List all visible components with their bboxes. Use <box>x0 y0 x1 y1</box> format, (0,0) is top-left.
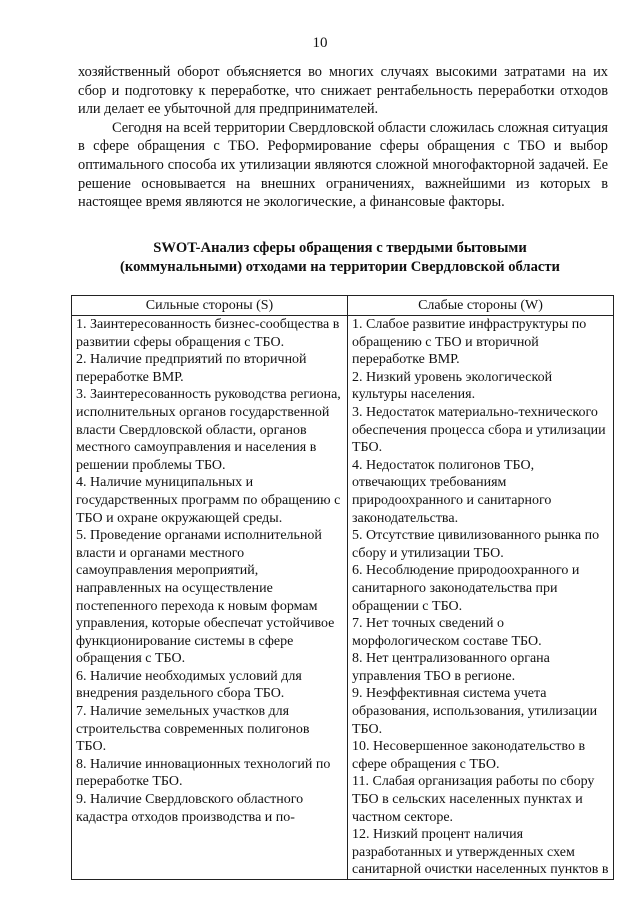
strengths-cell <box>72 316 348 880</box>
weakness-item: 3. Недостаток материально-технического обеспечения процесса сбора и утилизации ТБО. <box>352 404 606 456</box>
weakness-item: 11. Слабая организация работы по сбору ТБО в сельских населенных пунктах и частном секторе. <box>352 774 595 825</box>
weakness-item: 5. Отсутствие цивилизованного рынка по сбору и утилизации ТБО. <box>352 528 600 561</box>
header-weaknesses: Слабые стороны (W) <box>348 296 614 316</box>
weakness-item: 4. Недостаток полигонов ТБО, отвечающих требованиям природоохранного и санитарного законодательства. <box>352 457 552 526</box>
swot-table <box>71 295 614 880</box>
strength-item: 6. Наличие необходимых условий для внедрения раздельного сбора ТБО. <box>76 668 302 702</box>
intro-paragraph-2: Сегодня на всей территории Свердловской области сложилась сложная ситуация в сфере обращения с ТБО. Реформирование сферы обращения с ТБО и выбор оптимального способа их утилизации являются сложной многофакторной задачей. Ее решение основывается на внешних ограничениях, важнейшими из которых в настоящее время являются не экологические, а финансовые факторы. <box>78 119 609 211</box>
page-number: 10 <box>312 35 328 51</box>
strength-item: 3. Заинтересованность руководства региона, исполнительных органов государственной власти Свердловской области, органов местного самоуправления и населения в решении проблемы ТБО. <box>76 387 341 473</box>
weakness-item: 9. Неэффективная система учета образования, использования, утилизации ТБО. <box>352 686 598 737</box>
weakness-item: 2. Низкий уровень экологической культуры населения. <box>352 369 553 403</box>
weakness-item: 10. Несовершенное законодательство в сфере обращения с ТБО. <box>352 739 586 772</box>
header-strengths: Сильные стороны (S) <box>72 296 348 316</box>
intro-text <box>78 63 608 212</box>
strength-item: 8. Наличие инновационных технологий по переработке ТБО. <box>76 756 331 790</box>
strength-item: 2. Наличие предприятий по вторичной переработке ВМР. <box>76 352 307 385</box>
swot-header-row <box>72 296 614 316</box>
table-title <box>70 239 610 277</box>
strength-item: 1. Заинтересованность бизнес-сообщества в развитии сферы обращения с ТБО. <box>76 317 340 350</box>
strength-item: 9. Наличие Свердловского областного кадастра отходов производства и по- <box>76 792 304 825</box>
intro-paragraph-1: хозяйственный оборот объясняется во многих случаях высокими затратами на их сбор и подготовку к переработке, что снижает рентабельность переработки отходов или делает ее убыточной для предпринимателей. <box>78 64 608 118</box>
weakness-item: 7. Нет точных сведений о морфологическом составе ТБО. <box>352 616 542 649</box>
weaknesses-cell <box>348 316 614 880</box>
strength-item: 7. Наличие земельных участков для строительства современных полигонов ТБО. <box>76 704 310 755</box>
strength-item: 5. Проведение органами исполнительной власти и органами местного самоуправления мероприятий, направленных на осуществление постепенного перехода к новым формам управления, которые обеспечат устойчивое функционирование системы в сфере обращения с ТБО. <box>76 528 335 667</box>
strength-item: 4. Наличие муниципальных и государственных программ по обращению с ТБО и охране окружающей среды. <box>76 475 341 526</box>
table-title-line-2: (коммунальными) отходами на территории Свердловской области <box>120 259 560 275</box>
weakness-item: 8. Нет централизованного органа управления ТБО в регионе. <box>352 651 550 684</box>
table-title-line-1: SWOT-Анализ сферы обращения с твердыми бытовыми <box>153 240 527 256</box>
weakness-item: 6. Несоблюдение природоохранного и санитарного законодательства при обращении с ТБО. <box>352 563 580 614</box>
swot-body-row <box>72 316 614 880</box>
weakness-item: 12. Низкий процент наличия разработанных и утвержденных схем санитарной очистки населенных пунктов в <box>352 827 609 878</box>
weakness-item: 1. Слабое развитие инфраструктуры по обращению с ТБО и вторичной переработке ВМР. <box>352 317 587 368</box>
